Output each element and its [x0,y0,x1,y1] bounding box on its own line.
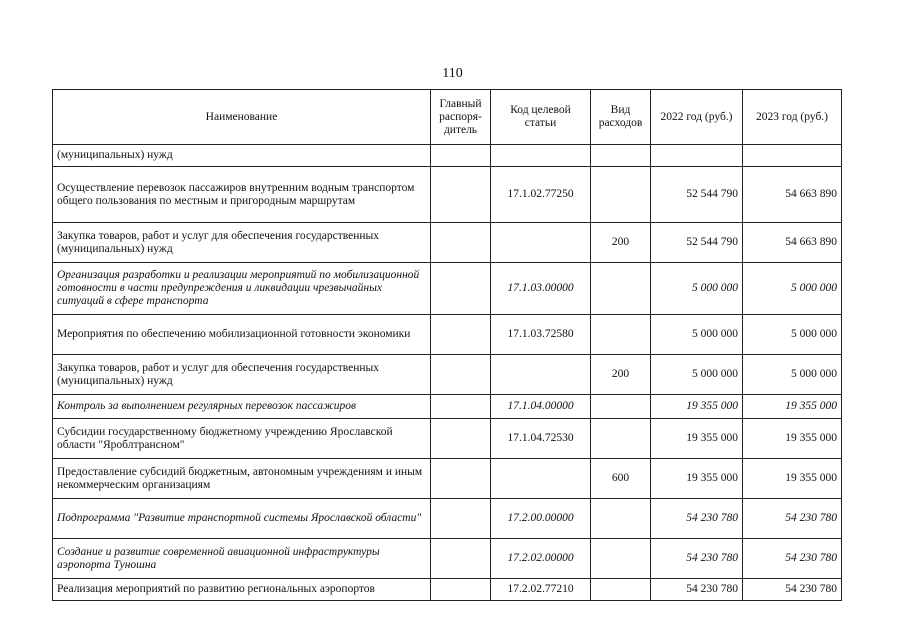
table-row [53,499,842,539]
cell-code [491,145,591,167]
header-kind: Вид расходов [591,90,651,145]
cell-name: Осуществление перевозок пассажиров внутренним водным транспортом общего пользования по местным и пригородным маршрутам [53,167,431,223]
cell-2023: 5 000 000 [743,355,842,395]
cell-name: Создание и развитие современной авиационной инфраструктуры аэропорта Туношна [53,539,431,579]
cell-admin [431,499,491,539]
cell-2022: 5 000 000 [651,315,743,355]
cell-name: Подпрограмма "Развитие транспортной системы Ярославской области" [53,499,431,539]
table-row [53,263,842,315]
cell-code: 17.1.03.00000 [491,263,591,315]
cell-kind [591,579,651,601]
cell-2022: 54 230 780 [651,539,743,579]
cell-2023: 54 663 890 [743,223,842,263]
cell-2023: 54 230 780 [743,499,842,539]
cell-kind: 200 [591,223,651,263]
cell-name: Мероприятия по обеспечению мобилизационной готовности экономики [53,315,431,355]
cell-kind [591,539,651,579]
cell-admin [431,145,491,167]
table-row [53,223,842,263]
table-row [53,459,842,499]
cell-2023: 5 000 000 [743,315,842,355]
page-number: 110 [442,66,463,81]
cell-2023: 54 230 780 [743,579,842,601]
table-row [53,395,842,419]
cell-admin [431,263,491,315]
table-row [53,419,842,459]
cell-kind [591,167,651,223]
cell-admin [431,167,491,223]
cell-kind [591,419,651,459]
cell-admin [431,355,491,395]
cell-code: 17.2.02.00000 [491,539,591,579]
cell-2023 [743,145,842,167]
cell-2022: 5 000 000 [651,355,743,395]
cell-code [491,223,591,263]
cell-kind [591,263,651,315]
cell-code [491,355,591,395]
cell-name: Закупка товаров, работ и услуг для обеспечения государственных (муниципальных) нужд [53,355,431,395]
cell-2023: 54 230 780 [743,539,842,579]
cell-2022: 19 355 000 [651,419,743,459]
cell-2023: 19 355 000 [743,395,842,419]
cell-code: 17.1.03.72580 [491,315,591,355]
header-2023: 2023 год (руб.) [743,90,842,145]
cell-name: (муниципальных) нужд [53,145,431,167]
cell-2023: 54 663 890 [743,167,842,223]
cell-admin [431,315,491,355]
cell-code: 17.2.00.00000 [491,499,591,539]
cell-2022: 52 544 790 [651,223,743,263]
cell-2022: 54 230 780 [651,499,743,539]
cell-admin [431,539,491,579]
cell-name: Контроль за выполнением регулярных перевозок пассажиров [53,395,431,419]
cell-kind [591,499,651,539]
cell-admin [431,579,491,601]
cell-kind [591,145,651,167]
cell-admin [431,223,491,263]
cell-code: 17.1.04.72530 [491,419,591,459]
cell-code: 17.2.02.77210 [491,579,591,601]
cell-code [491,459,591,499]
header-2022: 2022 год (руб.) [651,90,743,145]
budget-table [52,89,842,601]
cell-code: 17.1.04.00000 [491,395,591,419]
cell-kind [591,395,651,419]
cell-name: Закупка товаров, работ и услуг для обеспечения государственных (муниципальных) нужд [53,223,431,263]
cell-kind [591,315,651,355]
cell-admin [431,395,491,419]
cell-2022: 19 355 000 [651,395,743,419]
cell-2022 [651,145,743,167]
table-row [53,167,842,223]
cell-2022: 19 355 000 [651,459,743,499]
cell-admin [431,459,491,499]
cell-code: 17.1.02.77250 [491,167,591,223]
cell-2023: 5 000 000 [743,263,842,315]
cell-name: Предоставление субсидий бюджетным, автономным учреждениям и иным некоммерческим организациям [53,459,431,499]
cell-2022: 54 230 780 [651,579,743,601]
cell-name: Реализация мероприятий по развитию региональных аэропортов [53,579,431,601]
table-row [53,315,842,355]
cell-name: Субсидии государственному бюджетному учреждению Ярославской области "Яроблтрансном" [53,419,431,459]
table-row [53,579,842,601]
cell-kind: 200 [591,355,651,395]
table-row [53,355,842,395]
cell-kind: 600 [591,459,651,499]
cell-2022: 5 000 000 [651,263,743,315]
cell-name: Организация разработки и реализации мероприятий по мобилизационной готовности в части предупреждения и ликвидации чрезвычайных ситуаций в сфере транспорта [53,263,431,315]
cell-2023: 19 355 000 [743,459,842,499]
cell-2022: 52 544 790 [651,167,743,223]
header-name: Наименование [53,90,431,145]
header-code: Код целевой статьи [491,90,591,145]
cell-2023: 19 355 000 [743,419,842,459]
header-row [53,90,842,145]
table-row [53,145,842,167]
table-row [53,539,842,579]
header-admin: Главный распоря-дитель [431,90,491,145]
cell-admin [431,419,491,459]
